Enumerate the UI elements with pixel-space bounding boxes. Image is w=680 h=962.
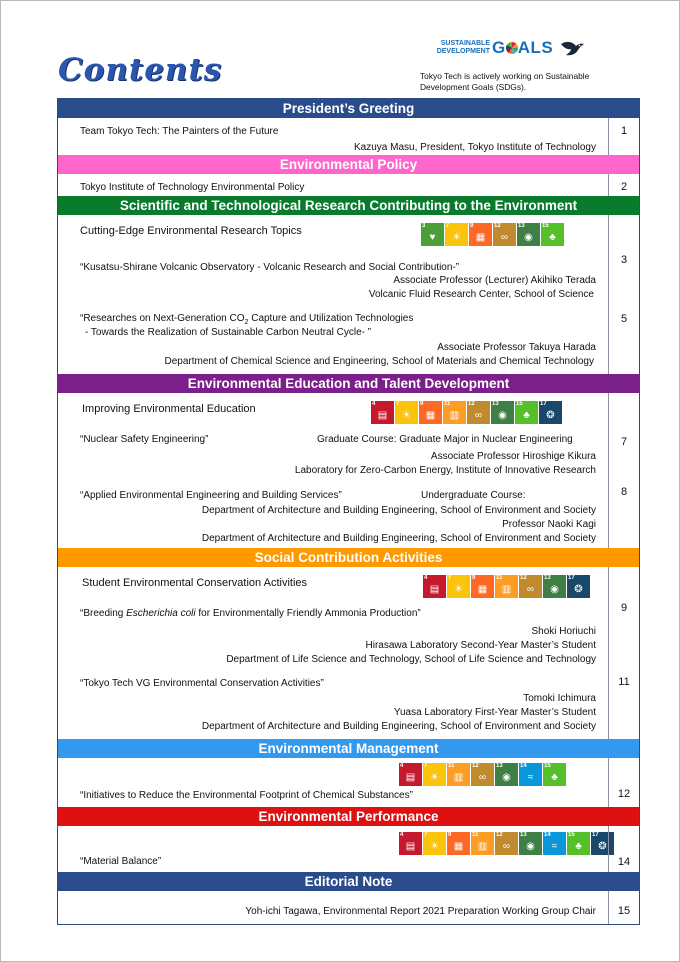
sdg-goal-number: 4 [400, 832, 404, 838]
column-divider [608, 891, 609, 924]
sdg-goal-glyph: ☀ [402, 410, 411, 421]
sdg-goal-12-icon [493, 223, 516, 246]
page-number: 14 [617, 856, 631, 868]
sdg-goal-number: 13 [496, 763, 503, 769]
section-heading-environmental-policy: Environmental Policy [58, 155, 639, 174]
research-b-title-line2: - Towards the Realization of Sustainable Carbon Neutral Cycle- ” [85, 327, 372, 338]
sdg-goal-number: 12 [520, 575, 527, 581]
sdg-goal-glyph: ▥ [453, 772, 464, 783]
social-a-title-italic: Escherichia coli [126, 608, 196, 619]
sdg-goal-number: 17 [540, 401, 547, 407]
sdg-goal-11-icon [495, 575, 518, 598]
page-number: 12 [617, 788, 631, 800]
performance-title: “Material Balance” [80, 856, 162, 867]
sdg-logo [432, 38, 585, 58]
sdg-goal-number: 11 [472, 832, 479, 838]
sdg-goal-9-icon [469, 223, 492, 246]
sdg-goal-4-icon [399, 832, 422, 855]
sdg-goal-glyph: ◉ [550, 584, 559, 595]
sdg-goal-glyph: ◉ [524, 232, 533, 243]
sdg-goal-number: 13 [544, 575, 551, 581]
page-number: 1 [620, 125, 628, 137]
sdg-goal-7-icon [423, 832, 446, 855]
sdg-goal-7-icon [447, 575, 470, 598]
sdg-goal-glyph: ∞ [478, 772, 487, 783]
sdg-goal-number: 12 [496, 832, 503, 838]
sdg-goal-4-icon [399, 763, 422, 786]
sdg-goal-number: 14 [544, 832, 551, 838]
sdg-icons-social [423, 575, 590, 598]
sdg-goal-number: 4 [400, 763, 404, 769]
page-number: 15 [617, 905, 631, 917]
sdg-goal-13-icon [543, 575, 566, 598]
sdg-goal-15-icon [515, 401, 538, 424]
editorial-author: Yoh-ichi Tagawa, Environmental Report 2021 Preparation Working Group Chair [245, 906, 596, 917]
sdg-goal-17-icon [591, 832, 614, 855]
greeting-author: Kazuya Masu, President, Tokyo Institute of Technology [354, 142, 596, 153]
sdg-goal-9-icon [447, 832, 470, 855]
research-a-title: “Kusatsu-Shirane Volcanic Observatory - Volcanic Research and Social Contribution-” [80, 262, 460, 273]
sdg-goal-number: 9 [448, 832, 452, 838]
sdg-note: Tokyo Tech is actively working on Sustainable Development Goals (SDGs). [420, 71, 590, 92]
sdg-goal-13-icon [519, 832, 542, 855]
page-number: 3 [620, 254, 628, 266]
sdg-goal-glyph: ☀ [430, 772, 439, 783]
sdg-goal-number: 3 [422, 223, 426, 229]
sdg-goal-glyph: ▥ [501, 584, 512, 595]
sdg-goal-glyph: ♣ [549, 232, 556, 243]
sdg-goal-number: 12 [494, 223, 501, 229]
sdg-goal-glyph: ☀ [430, 841, 439, 852]
education-b-affiliation: Department of Architecture and Building Engineering, School of Environment and Society [201, 533, 596, 544]
sdg-goal-11-icon [443, 401, 466, 424]
sdg-goal-glyph: ▤ [405, 772, 416, 783]
sdg-goal-glyph: ◉ [502, 772, 511, 783]
education-b-course: Undergraduate Course: [421, 490, 526, 501]
sdg-goal-number: 12 [468, 401, 475, 407]
sdg-goal-number: 9 [472, 575, 476, 581]
research-b-title-pre: “Researches on Next-Generation CO [80, 313, 245, 324]
research-b-author: Associate Professor Takuya Harada [437, 342, 596, 353]
research-b-title-sub: 2 [244, 319, 249, 326]
sdg-goal-number: 15 [544, 763, 551, 769]
sdg-goals-g: G [492, 38, 506, 57]
section-heading-scientific-research: Scientific and Technological Research Contributing to the Environment [58, 196, 639, 215]
sdg-logo-line1: SUSTAINABLE [440, 40, 490, 47]
sdg-goal-15-icon [567, 832, 590, 855]
section-heading-environmental-performance: Environmental Performance [58, 807, 639, 826]
sdg-goal-glyph: ≈ [527, 772, 534, 783]
sdg-goal-9-icon [471, 575, 494, 598]
sdg-goal-glyph: ☀ [454, 584, 463, 595]
education-a-title: “Nuclear Safety Engineering” [80, 434, 209, 445]
sdg-goal-12-icon [495, 832, 518, 855]
page-number: 11 [618, 676, 630, 688]
sdg-goal-number: 11 [448, 763, 455, 769]
swallow-mascot-icon [559, 38, 585, 58]
sdg-goal-number: 15 [568, 832, 575, 838]
page-number: 8 [620, 486, 628, 498]
education-a-author: Associate Professor Hiroshige Kikura [430, 451, 596, 462]
sdg-goal-glyph: ▦ [477, 584, 488, 595]
section-heading-editorial-note: Editorial Note [58, 872, 639, 891]
social-a-title-post: for Environmentally Friendly Ammonia Production” [195, 608, 421, 619]
social-b-author: Tomoki Ichimura [523, 693, 596, 704]
sdg-goal-number: 14 [520, 763, 527, 769]
social-a-author: Shoki Horiuchi [531, 626, 596, 637]
sdg-goal-glyph: ♣ [575, 841, 582, 852]
sdg-icons-management [399, 763, 566, 786]
sdg-goal-12-icon [471, 763, 494, 786]
sdg-goal-glyph: ▦ [475, 232, 486, 243]
education-a-affiliation: Laboratory for Zero-Carbon Energy, Institute of Innovative Research [294, 465, 596, 476]
sdg-goal-number: 9 [420, 401, 424, 407]
social-b-affiliation: Department of Architecture and Building Engineering, School of Environment and Society [201, 721, 596, 732]
social-a-title [80, 607, 421, 620]
research-a-author: Associate Professor (Lecturer) Akihiko Terada [393, 275, 596, 286]
sdg-goal-glyph: ♥ [429, 232, 436, 243]
education-b-course-dept: Department of Architecture and Building Engineering, School of Environment and Society [201, 505, 596, 516]
sdg-goal-13-icon [495, 763, 518, 786]
education-topic: Improving Environmental Education [82, 403, 256, 415]
sdg-goal-glyph: ♣ [523, 410, 530, 421]
greeting-title: Team Tokyo Tech: The Painters of the Future [80, 126, 279, 137]
section-heading-social-contribution: Social Contribution Activities [58, 548, 639, 567]
page-number: 5 [620, 313, 628, 325]
sdg-goal-glyph: ▦ [453, 841, 464, 852]
sdg-goal-glyph: ≈ [551, 841, 558, 852]
page-title: Contents [58, 52, 223, 88]
sdg-logo-goals [492, 38, 553, 58]
sdg-wheel-icon [506, 42, 518, 54]
research-a-affiliation: Volcanic Fluid Research Center, School of Science [368, 289, 594, 300]
research-b-affiliation: Department of Chemical Science and Engineering, School of Materials and Chemical Technology [164, 356, 594, 367]
sdg-goal-7-icon [445, 223, 468, 246]
sdg-goal-14-icon [543, 832, 566, 855]
sdg-goal-number: 13 [518, 223, 525, 229]
sdg-goal-glyph: ◉ [526, 841, 535, 852]
column-divider [608, 758, 609, 807]
sdg-goal-glyph: ☀ [452, 232, 461, 243]
sdg-goal-13-icon [517, 223, 540, 246]
column-divider [608, 174, 609, 196]
education-a-course: Graduate Course: Graduate Major in Nuclear Engineering [317, 434, 573, 445]
policy-title: Tokyo Institute of Technology Environmental Policy [80, 182, 305, 193]
column-divider [608, 826, 609, 872]
sdg-goal-number: 15 [542, 223, 549, 229]
sdg-goal-9-icon [419, 401, 442, 424]
sdg-goal-number: 15 [516, 401, 523, 407]
sdg-goal-number: 17 [568, 575, 575, 581]
section-heading-environmental-education: Environmental Education and Talent Development [58, 374, 639, 393]
sdg-goal-15-icon [543, 763, 566, 786]
research-b-title-post: Capture and Utilization Technologies [248, 313, 414, 324]
sdg-goal-glyph: ∞ [500, 232, 509, 243]
sdg-goal-glyph: ❂ [598, 841, 607, 852]
column-divider [608, 215, 609, 374]
sdg-goal-15-icon [541, 223, 564, 246]
social-b-title: “Tokyo Tech VG Environmental Conservation Activities” [80, 678, 324, 689]
sdg-goal-glyph: ❂ [546, 410, 555, 421]
sdg-goal-17-icon [539, 401, 562, 424]
sdg-goal-glyph: ♣ [551, 772, 558, 783]
sdg-goal-number: 7 [424, 763, 428, 769]
section-heading-environmental-management: Environmental Management [58, 739, 639, 758]
sdg-goal-glyph: ▤ [405, 841, 416, 852]
sdg-icons-research [421, 223, 564, 246]
sdg-goal-number: 7 [396, 401, 400, 407]
social-topic: Student Environmental Conservation Activities [82, 577, 308, 589]
column-divider [608, 567, 609, 739]
sdg-goal-number: 7 [448, 575, 452, 581]
section-heading-presidents-greeting: President’s Greeting [58, 99, 639, 118]
sdg-goal-glyph: ∞ [474, 410, 483, 421]
sdg-goal-number: 4 [424, 575, 428, 581]
sdg-goal-4-icon [423, 575, 446, 598]
sdg-logo-small-text [432, 40, 490, 56]
sdg-goal-number: 7 [424, 832, 428, 838]
sdg-goal-glyph: ❂ [574, 584, 583, 595]
sdg-goal-4-icon [371, 401, 394, 424]
research-topic: Cutting-Edge Environmental Research Topics [80, 225, 302, 237]
sdg-goal-11-icon [447, 763, 470, 786]
social-a-affiliation: Department of Life Science and Technology, School of Life Science and Technology [226, 654, 596, 665]
sdg-goal-13-icon [491, 401, 514, 424]
sdg-goal-glyph: ▥ [449, 410, 460, 421]
sdg-logo-line2: DEVELOPMENT [436, 48, 490, 55]
sdg-goal-7-icon [423, 763, 446, 786]
social-a-lab: Hirasawa Laboratory Second-Year Master’s Student [365, 640, 596, 651]
column-divider [608, 393, 609, 548]
sdg-goal-3-icon [421, 223, 444, 246]
sdg-goal-7-icon [395, 401, 418, 424]
sdg-goal-11-icon [471, 832, 494, 855]
management-title: “Initiatives to Reduce the Environmental Footprint of Chemical Substances” [80, 790, 413, 801]
sdg-goal-number: 12 [472, 763, 479, 769]
sdg-goal-17-icon [567, 575, 590, 598]
sdg-goal-number: 11 [496, 575, 503, 581]
page-number: 7 [620, 436, 628, 448]
sdg-goal-12-icon [467, 401, 490, 424]
education-b-author: Professor Naoki Kagi [502, 519, 596, 530]
sdg-goal-glyph: ▤ [377, 410, 388, 421]
sdg-icons-education [371, 401, 562, 424]
education-b-title: “Applied Environmental Engineering and Building Services” [80, 490, 342, 501]
sdg-goal-number: 4 [372, 401, 376, 407]
sdg-goal-number: 17 [592, 832, 599, 838]
social-a-title-pre: “Breeding [80, 608, 127, 619]
page-number: 9 [620, 602, 628, 614]
sdg-goal-number: 13 [520, 832, 527, 838]
sdg-goal-number: 11 [444, 401, 451, 407]
page-number: 2 [620, 181, 628, 193]
social-b-lab: Yuasa Laboratory First-Year Master’s Student [393, 707, 596, 718]
sdg-goal-number: 7 [446, 223, 450, 229]
sdg-goal-number: 9 [470, 223, 474, 229]
sdg-goal-glyph: ▤ [429, 584, 440, 595]
sdg-goal-glyph: ∞ [526, 584, 535, 595]
sdg-goals-rest: ALS [517, 38, 554, 57]
sdg-goal-number: 13 [492, 401, 499, 407]
sdg-icons-performance [399, 832, 614, 855]
contents-table [57, 98, 640, 925]
sdg-goal-glyph: ▥ [477, 841, 488, 852]
column-divider [608, 118, 609, 155]
sdg-goal-glyph: ◉ [498, 410, 507, 421]
sdg-goal-14-icon [519, 763, 542, 786]
sdg-goal-glyph: ∞ [502, 841, 511, 852]
sdg-goal-glyph: ▦ [425, 410, 436, 421]
sdg-goal-12-icon [519, 575, 542, 598]
